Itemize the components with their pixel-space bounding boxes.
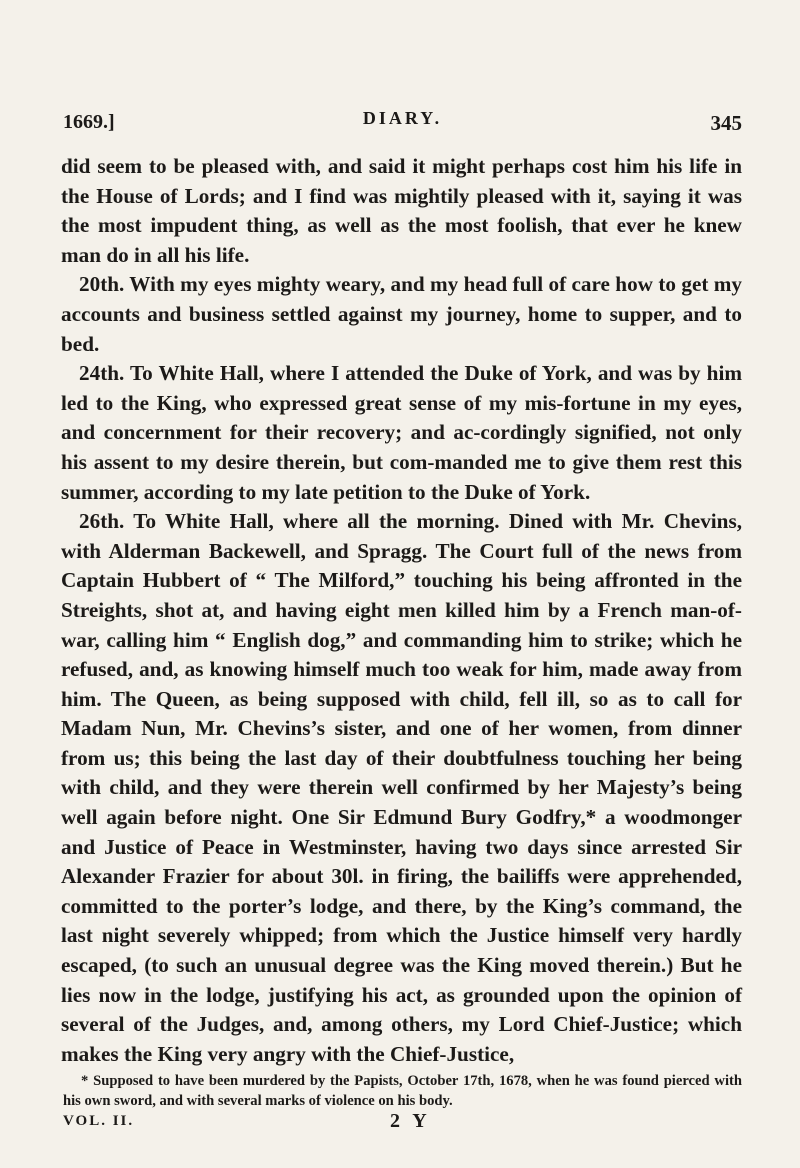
volume-label: VOL. II. (63, 1113, 135, 1129)
header-title: DIARY. (362, 108, 443, 128)
signature-mark: 2 Y (390, 1110, 431, 1132)
footnote-text: * Supposed to have been murdered by the Papists, October 17th, 1678, when he was found pierced with his own sword, and with several marks of violence on his body. (63, 1073, 742, 1109)
entry-26th: 26th. To White Hall, where all the morning. Dined with Mr. Chevins, with Alderman Backewell, and Spragg. The Court full of the news from Captain Hubbert of “ The Milford,” touching his being affronted in the Streights, shot at, and having eight men killed him by a French man-of-war, calling him “ English dog,” and commanding him to strike; which he refused, and, as knowing himself much too weak for him, made away from him. The Queen, as being supposed with child, fell ill, so as to call for Madam Nun, Mr. Chevins’s sister, and one of her women, from dinner from us; this being the last day of their doubtfulness touching her being with child, and they were therein well confirmed by her Majesty’s being well again before night. One Sir Edmund Bury Godfry,* a woodmonger and Justice of Peace in Westminster, having two days since arrested Sir Alexander Frazier for about 30l. in firing, the bailiffs were apprehended, committed to the porter’s lodge, and there, by the King’s command, the last night severely whipped; from which the Justice himself very hardly escaped, (to such an unusual degree was the King moved therein.) But he lies now in the lodge, justifying his act, as grounded upon the opinion of several of the Judges, and, among others, my Lord Chief-Justice; which makes the King very angry with the Chief-Justice, (61, 509, 742, 1066)
signature-line (63, 1110, 742, 1137)
diary-text (61, 152, 742, 1069)
header-year: 1669.] (63, 111, 115, 133)
paragraph-continuation: did seem to be pleased with, and said it might perhaps cost him his life in the House of Lords; and I find was mightily pleased with it, saying it was the most impudent thing, as well as the most foolish, that ever he knew man do in all his life. (61, 154, 742, 267)
page-number: 345 (710, 111, 742, 135)
entry-20th: 20th. With my eyes mighty weary, and my head full of care how to get my accounts and business settled against my journey, home to supper, and to bed. (61, 272, 742, 356)
footnote (63, 1072, 742, 1111)
entry-24th: 24th. To White Hall, where I attended the Duke of York, and was by him led to the King, who expressed great sense of my mis-fortune in my eyes, and concernment for their recovery; and ac-cordingly signified, not only his assent to my desire therein, but com-manded me to give them rest this summer, according to my late petition to the Duke of York. (61, 361, 742, 504)
running-head (63, 108, 742, 135)
